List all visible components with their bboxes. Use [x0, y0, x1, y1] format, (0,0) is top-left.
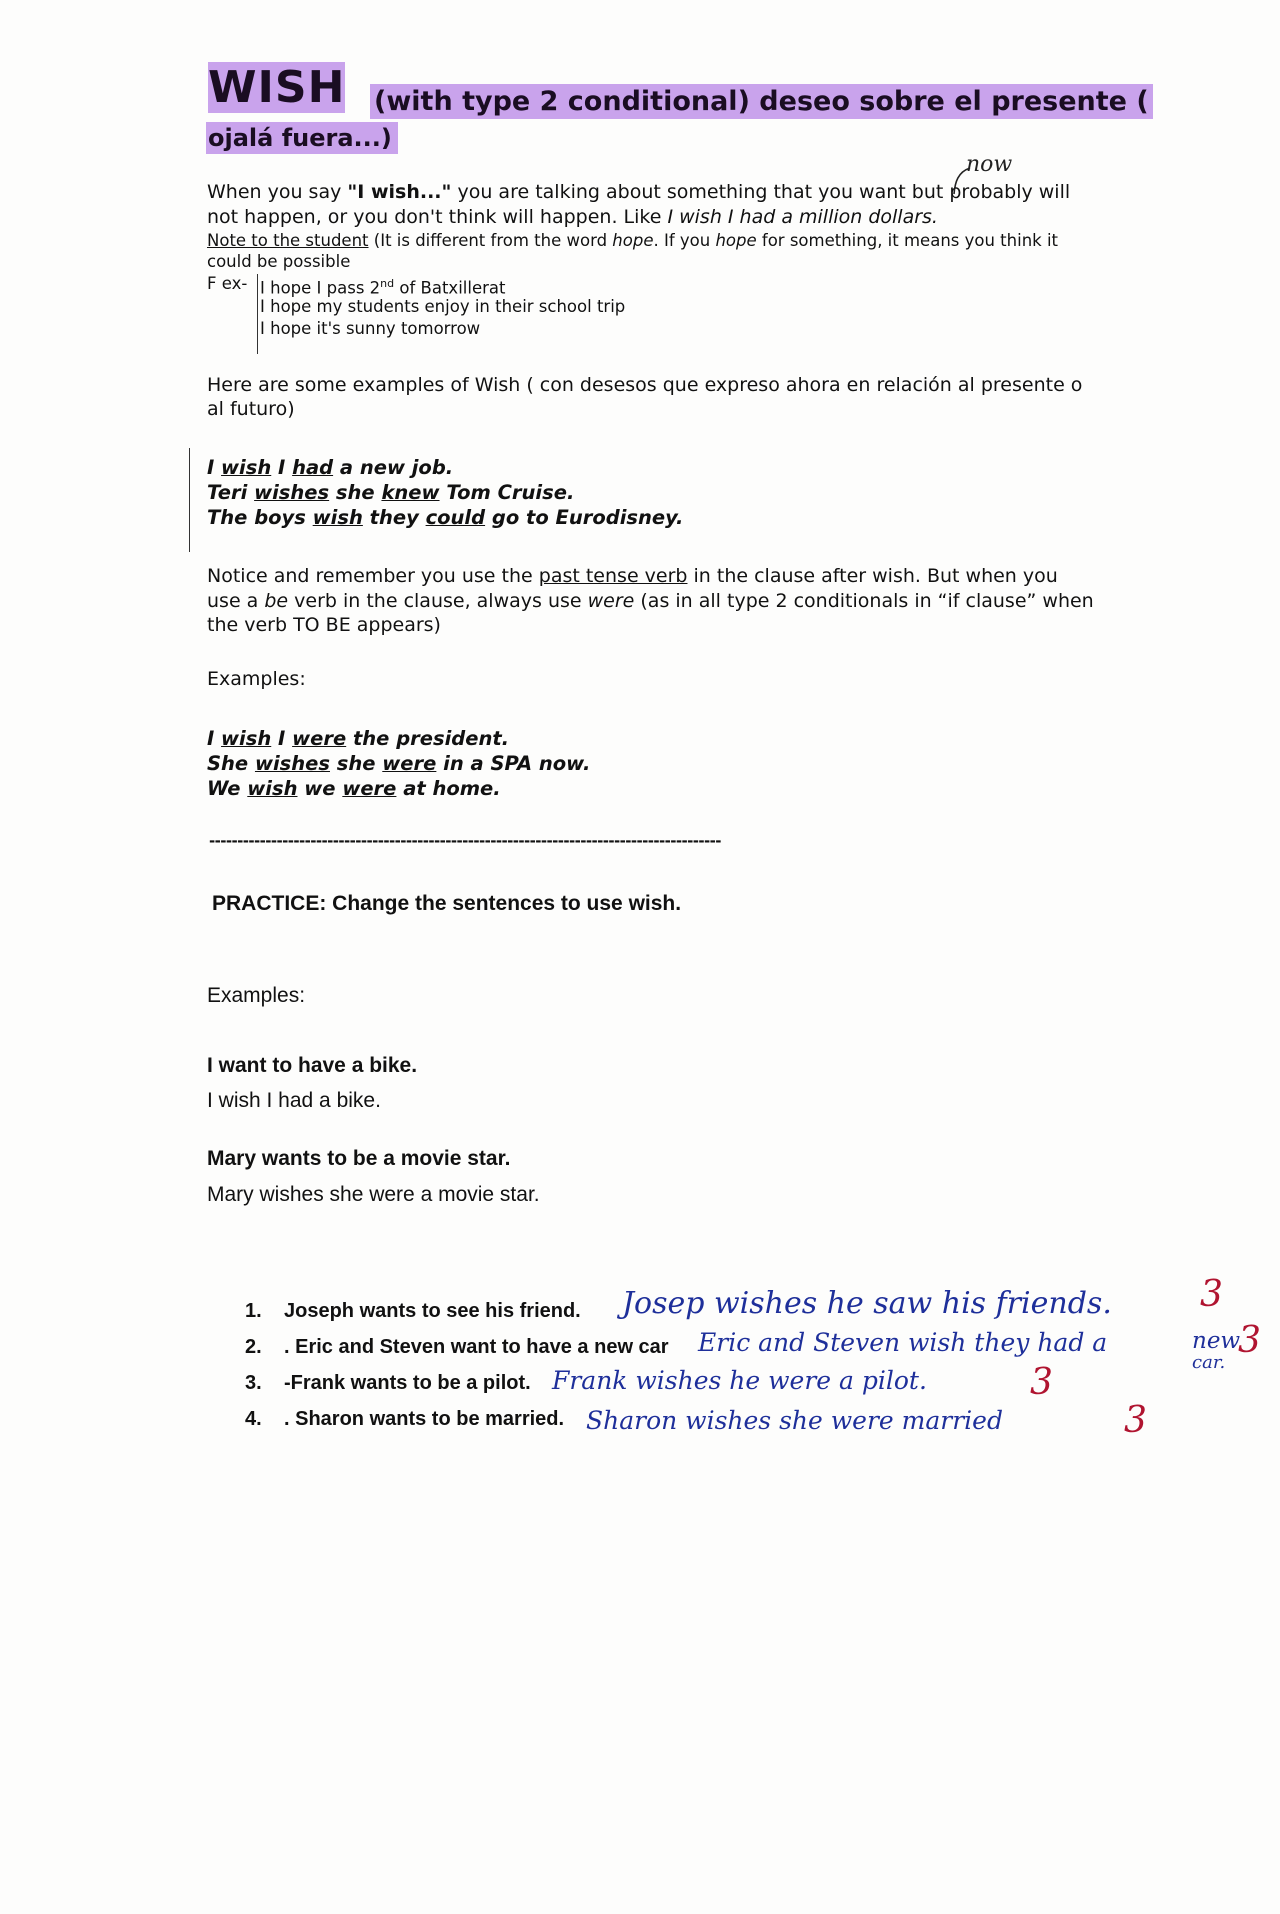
practice-example-answer: I wish I had a bike.: [207, 1089, 381, 1112]
exercise-number: 3.: [245, 1372, 262, 1394]
handwritten-answer: Eric and Steven wish they had a: [698, 1328, 1108, 1357]
exercise-prompt: Joseph wants to see his friend.: [284, 1300, 581, 1322]
handwritten-answer: Sharon wishes she were married: [586, 1406, 1003, 1435]
exercise-number: 4.: [245, 1408, 262, 1430]
hope-example-1: I hope I pass 2nd of Batxillerat: [260, 277, 506, 298]
notice-line-3: the verb TO BE appears): [207, 614, 441, 636]
exercise-number: 2.: [245, 1336, 262, 1358]
notice-line-2: use a be verb in the clause, always use were (as in all type 2 conditionals in “if clause” when: [207, 590, 1094, 612]
practice-heading: PRACTICE: Change the sentences to use wish.: [212, 892, 682, 915]
exercise-prompt: . Eric and Steven want to have a new car: [284, 1336, 669, 1358]
exercise-number: 1.: [245, 1300, 262, 1322]
exercise-prompt: -Frank wants to be a pilot.: [284, 1372, 531, 1394]
examples-label: Examples:: [207, 668, 306, 690]
examples-bracket: [189, 448, 194, 552]
handwritten-answer-cont: new: [1192, 1328, 1241, 1354]
grade-mark: 3: [1238, 1320, 1261, 1361]
intro-line-1: When you say "I wish..." you are talking about something that you want but probably will: [207, 181, 1071, 203]
handwritten-now-annotation: now: [966, 152, 1013, 177]
title-subtitle: (with type 2 conditional) deseo sobre el presente (: [370, 84, 1153, 119]
example-sentence: She wishes she were in a SPA now.: [207, 752, 591, 775]
exercise-prompt: . Sharon wants to be married.: [284, 1408, 565, 1430]
example-sentence: I wish I were the president.: [207, 727, 510, 750]
example-sentence: Teri wishes she knew Tom Cruise.: [207, 481, 575, 504]
title-main: WISH: [208, 62, 346, 113]
title-subtitle-cont: ojalá fuera...): [206, 122, 398, 154]
example-sentence: The boys wish they could go to Eurodisney.: [207, 506, 684, 529]
practice-examples-label: Examples:: [207, 984, 306, 1007]
dashed-divider: -------------------------------------------------------------------------------------------: [209, 832, 721, 850]
practice-example-question: Mary wants to be a movie star.: [207, 1147, 511, 1170]
note-line-1: Note to the student (It is different from the word hope. If you hope for something, it means you think it: [207, 231, 1058, 250]
grade-mark: 3: [1124, 1400, 1147, 1441]
note-line-2: could be possible: [207, 252, 351, 271]
hope-example-2: I hope my students enjoy in their school trip: [260, 297, 626, 316]
grade-mark: 3: [1030, 1362, 1053, 1403]
hope-example-3: I hope it's sunny tomorrow: [260, 319, 481, 338]
examples-intro-line-2: al futuro): [207, 398, 295, 420]
handwritten-answer: Josep wishes he saw his friends.: [622, 1286, 1112, 1321]
examples-intro-line-1: Here are some examples of Wish ( con desesos que expreso ahora en relación al presente o: [207, 374, 1083, 396]
practice-example-answer: Mary wishes she were a movie star.: [207, 1183, 540, 1206]
notice-line-1: Notice and remember you use the past tense verb in the clause after wish. But when you: [207, 565, 1058, 587]
handwritten-answer: Frank wishes he were a pilot.: [552, 1366, 927, 1395]
example-sentence: We wish we were at home.: [207, 777, 501, 800]
fex-label: F ex-: [207, 274, 248, 293]
practice-example-question: I want to have a bike.: [207, 1054, 418, 1077]
grade-mark: 3: [1200, 1274, 1223, 1315]
handwritten-answer-cont: car.: [1192, 1352, 1226, 1373]
intro-line-2: not happen, or you don't think will happen. Like I wish I had a million dollars.: [207, 206, 938, 228]
example-sentence: I wish I had a new job.: [207, 456, 454, 479]
